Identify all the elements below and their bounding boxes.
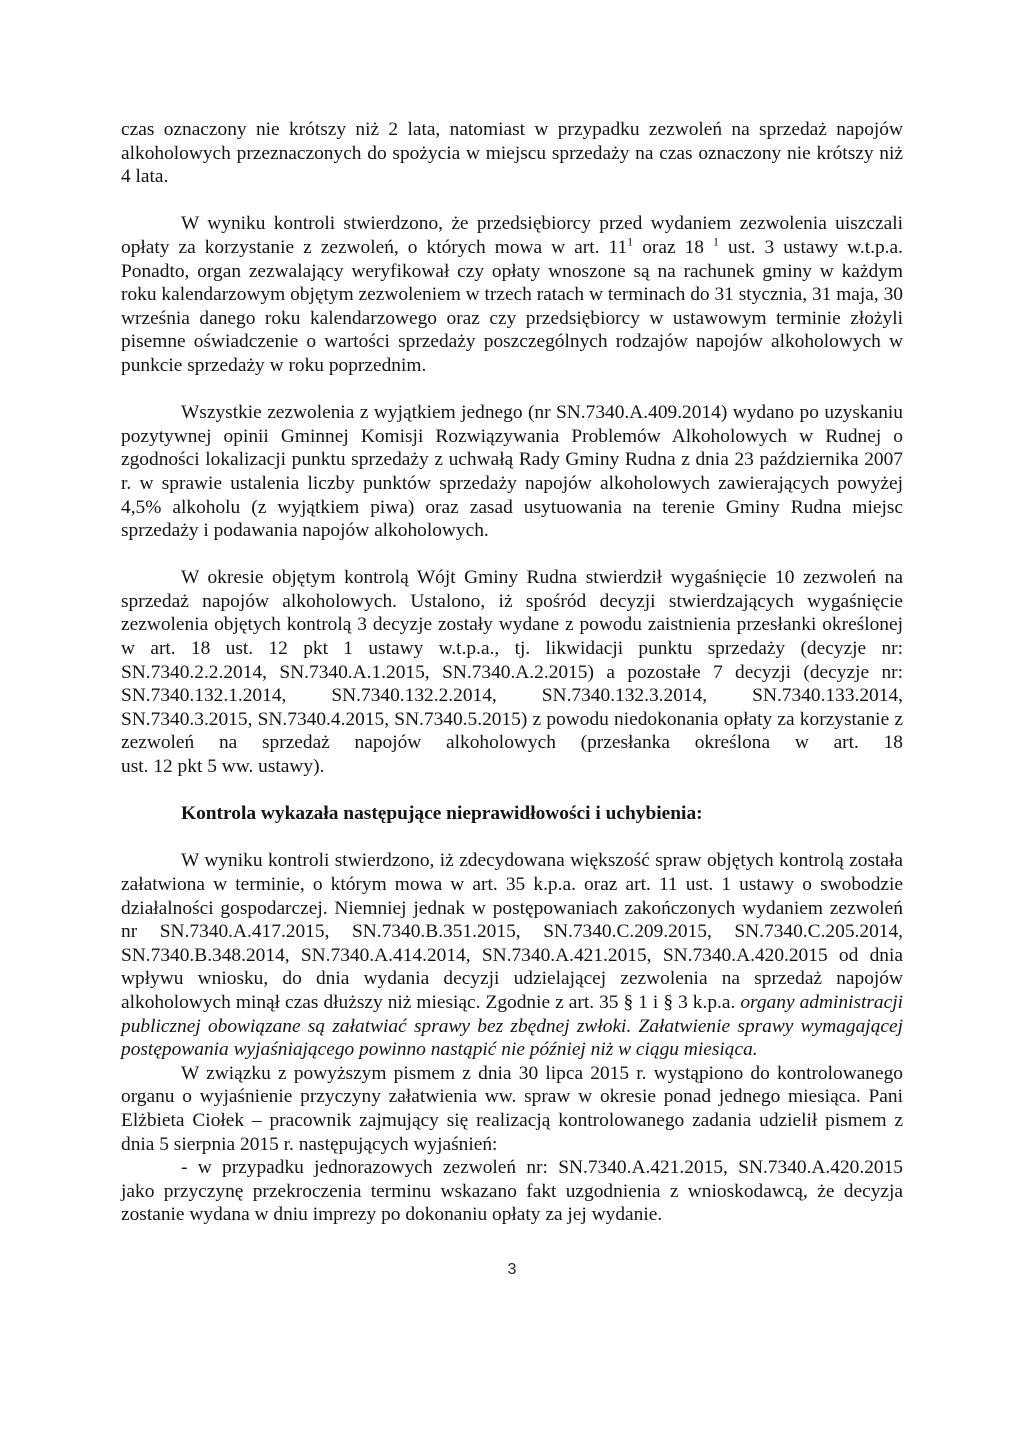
document-page xyxy=(121,118,903,1227)
footnote-superscript: 1 xyxy=(627,234,634,249)
section-heading: Kontrola wykazała następujące nieprawidłowości i uchybienia: xyxy=(181,803,703,825)
footnote-superscript: 1 xyxy=(712,234,719,249)
paragraph-4-end: ust. 12 pkt 5 ww. ustawy). xyxy=(121,756,325,778)
paragraph-6: W związku z powyższym pismem z dnia 30 lipca 2015 r. wystąpiono do kontrolowanego organu o wyjaśnienie przyczyny załatwienia ww. spraw w okresie ponad jednego miesiąca. Pani Elżbieta Ciołek – pracownik zajmujący się realizacją kontrolowanego zadania udzielił pismem z dnia 5 sierpnia 2015 r. następujących wyjaśnień: xyxy=(121,1062,903,1155)
page-number: 3 xyxy=(507,1261,517,1278)
paragraph-3: Wszystkie zezwolenia z wyjątkiem jednego (nr SN.7340.A.409.2014) wydano po uzyskaniu pozytywnej opinii Gminnej Komisji Rozwiązywania Problemów Alkoholowych w Rudnej o zgodności lokalizacji punktu sprzedaży z uchwałą Rady Gminy Rudna z dnia 23 października 2007 r. w sprawie ustalenia liczby punktów sprzedaży napojów alkoholowych zawierających powyżej 4,5% alkoholu (z wyjątkiem piwa) oraz zasad usytuowania na terenie Gminy Rudna miejsc sprzedaży i podawania napojów alkoholowych. xyxy=(121,402,903,542)
paragraph-5-italic-quote: organy administracji publicznej obowiązane są załatwiać sprawy bez zbędnej zwłoki. Załatwienie sprawy wymagającej postępowania wyjaśniającego powinno nastąpić nie później niż w ciągu miesiąca. xyxy=(121,991,903,1061)
paragraph-7-list-item: - w przypadku jednorazowych zezwoleń nr: SN.7340.A.421.2015, SN.7340.A.420.2015 jako przyczynę przekroczenia terminu wskazano fakt uzgodnienia z wnioskodawcą, że decyzja zostanie wydana w dniu imprezy po dokonaniu opłaty za jej wydanie. xyxy=(121,1157,903,1226)
paragraph-5 xyxy=(121,849,903,1061)
paragraph-2-text-b: oraz 18 xyxy=(633,236,713,258)
paragraph-2-text-c: ust. 3 ustawy w.t.p.a. Ponadto, organ zezwalający weryfikował czy opłaty wnoszone są na rachunek gminy w każdym roku kalendarzowym objętym zezwoleniem w trzech ratach w terminach do 31 stycznia, 31 maja, 30 września danego roku kalendarzowego oraz czy przedsiębiorcy w ustawowym terminie złożyli pisemne oświadczenie o wartości sprzedaży poszczególnych rodzajów napojów alkoholowych w punkcie sprzedaży w roku poprzednim. xyxy=(121,236,903,376)
paragraph-2-text-a: W wyniku kontroli stwierdzono, że przedsiębiorcy przed wydaniem zezwolenia uiszczali opłaty za korzystanie z zezwoleń, o których mowa w art. 11 xyxy=(121,213,903,258)
paragraph-5-text: W wyniku kontroli stwierdzono, iż zdecydowana większość spraw objętych kontrolą została załatwiona w terminie, o którym mowa w art. 35 k.p.a. oraz art. 11 ust. 1 ustawy o swobodzie działalności gospodarczej. Niemniej jednak w postępowaniach zakończonych wydaniem zezwoleń nr SN.7340.A.417.2015, SN.7340.B.351.2015, SN.7340.C.209.2015, SN.7340.C.205.2014, SN.7340.B.348.2014, SN.7340.A.414.2014, SN.7340.A.421.2015, SN.7340.A.420.2015 od dnia wpływu wniosku, do dnia wydania decyzji udzielającej zezwolenia na sprzedaż napojów alkoholowych minął czas dłuższy niż miesiąc. Zgodnie z art. 35 § 1 i § 3 k.p.a. xyxy=(121,850,903,1013)
paragraph-1: czas oznaczony nie krótszy niż 2 lata, natomiast w przypadku zezwoleń na sprzedaż napojów alkoholowych przeznaczonych do spożycia w miejscu sprzedaży na czas oznaczony nie krótszy niż 4 lata. xyxy=(121,119,903,188)
paragraph-2 xyxy=(121,212,903,377)
paragraph-4: W okresie objętym kontrolą Wójt Gminy Rudna stwierdził wygaśnięcie 10 zezwoleń na sprzedaż napojów alkoholowych. Ustalono, iż spośród decyzji stwierdzających wygaśnięcie zezwolenia objętych kontrolą 3 decyzje zostały wydane z powodu zaistnienia przesłanki określonej w art. 18 ust. 12 pkt 1 ustawy w.t.p.a., tj. likwidacji punktu sprzedaży (decyzje nr: SN.7340.2.2.2014, SN.7340.A.1.2015, SN.7340.A.2.2015) a pozostałe 7 decyzji (decyzje nr: SN.7340.132.1.2014, SN.7340.132.2.2014, SN.7340.132.3.2014, SN.7340.133.2014, SN.7340.3.2015, SN.7340.4.2015, SN.7340.5.2015) z powodu niedokonania opłaty za korzystanie z zezwoleń na sprzedaż napojów alkoholowych (przesłanka określona w art. 18 xyxy=(121,567,903,754)
